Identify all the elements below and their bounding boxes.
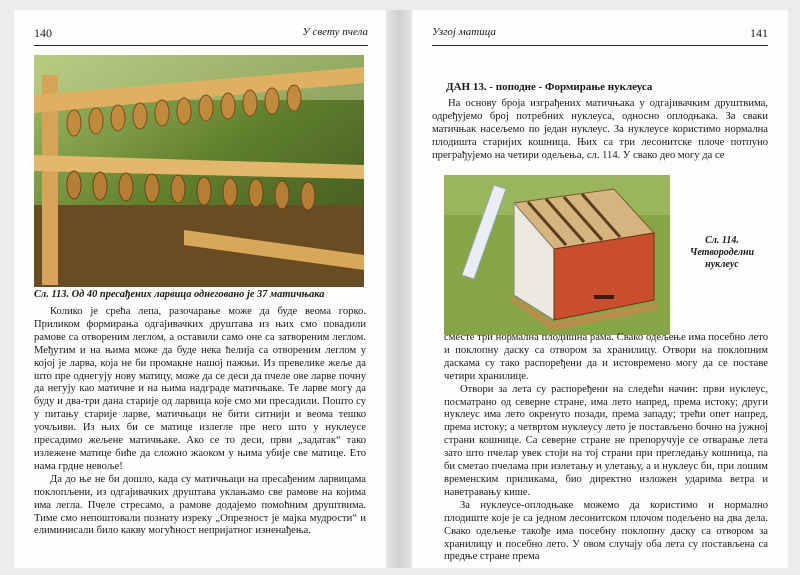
paragraph: Да до ње не би дошло, када су матичњаци на пресађеним ларвицама поклопљени, из одгајивачких друштава уклањамо све рамове на којима има легла. Пчеле стресамо, а рамове додајемо помоћним друштвима. Тиме смо непоштовали познату изреку „Опрезност је мајка мудрости“ и елиминисали било какву могућност непријатног изненађења. bbox=[34, 473, 366, 537]
caption-line: нуклеус bbox=[705, 259, 739, 270]
left-body-text bbox=[34, 306, 366, 538]
running-title: У свету пчела bbox=[302, 26, 368, 38]
left-page-header bbox=[34, 22, 368, 48]
header-rule bbox=[432, 45, 768, 46]
caption-line: Сл. 114. bbox=[705, 235, 739, 246]
running-title: Узгој матица bbox=[432, 26, 496, 38]
photo-nucleus-hive bbox=[444, 175, 670, 335]
left-page bbox=[14, 10, 386, 568]
paragraph: За нуклеусе-оплодњаке можемо да користимо и нормално плодиште које је са једном лесонитском плочом подељено на два дела. Свако одељење такође има посебну поклопну даску са отвором за хранилицу и посебно лето. У овом случају оба лета су постављена са предње стране према bbox=[444, 499, 768, 563]
section-heading: ДАН 13. - поподне - Формирање нуклеуса bbox=[446, 81, 653, 93]
page-number: 141 bbox=[750, 26, 768, 40]
caption-line: Четвороделни bbox=[689, 247, 755, 258]
paragraph: На основу броја изграђених матичњака у одгајивачким друштвима, одређујемо број потребних нуклеуса, односно оплодњака. За сваки матичњак насељемо по један нуклеус. За нуклеусе користимо нормална плодишта старијих кошница. Њих са три лесонитске плоче потпуно преграђујемо на четири одељења, сл. 114. У свако део могу да се bbox=[432, 98, 768, 161]
figure-caption bbox=[674, 235, 770, 271]
paragraph: Отвори за лета су распоређени на следећи начин: први нуклеус, посматрано од северне стране, има лето напред, према истоку; други нуклеус има лето окренуто позади, према западу; трећи опет напред, према истоку; а четвртом нуклеусу лето је постављено бочно на јужној страни кошнице. Са северне стране не препоручује се отварање лета зато што пчелар увек стоји на тој страни при прегледању кошница, па би сметао пчелама при излетању и улетању, а и нуклеус би, при лошим временским приликама, био директно изложен ударима ветра и наветравању кише. bbox=[444, 383, 768, 498]
photo-nucleus-hive-image bbox=[444, 175, 670, 335]
photo-queen-cells bbox=[34, 55, 364, 287]
header-rule bbox=[34, 45, 368, 46]
photo-queen-cells-image bbox=[34, 55, 364, 287]
page-number: 140 bbox=[34, 26, 52, 40]
right-intro-text bbox=[432, 98, 768, 163]
figure-caption: Сл. 113. Од 40 пресађених ларвица однеговано је 37 матичњака bbox=[34, 289, 325, 300]
paragraph: сместе три нормална плодишна рама. Свако одељење има посебно лето и поклопну даску са отвором за хранилицу. Отвори на поклопним даскама су тако распоређени да и истовремено могу да се поставе четири хранилице. bbox=[444, 332, 768, 382]
book-gutter bbox=[386, 10, 412, 568]
right-body-text bbox=[444, 332, 768, 564]
paragraph: Колико је срећа лепа, разочарање може да буде веома горко. Приликом формирања одгајивачких друштава из њих смо повадили рамове са отвореним леглом, а оставили само оне са затвореним леглом. Међутим и на њима може да буде нека ћелија са отвореним леглом у којој је ларва, која не би промакне нашој пажњи. Из превеликe жеље да што пре однегују нову матицу, може да се деси да пчеле ове ларве почну да негују као матичне и на њима надграде матичњаке. Те ларве могу да буду и два-три дана старије од ларвица које смо ми пресадили. Пошто су у питању старије ларве, матичњаци не бити ситнији и веома тешко уочљиви. Из њих би се матице излегле пре него што у нуклеусе пресадимо жељене матичњаке. Ако се то деси, први „задатак“ тако излежене матице биће да сложно жаоком у њима убије све матице. Ето нама грдне невоље! bbox=[34, 306, 366, 472]
right-page bbox=[412, 10, 788, 568]
right-page-header bbox=[432, 22, 768, 48]
